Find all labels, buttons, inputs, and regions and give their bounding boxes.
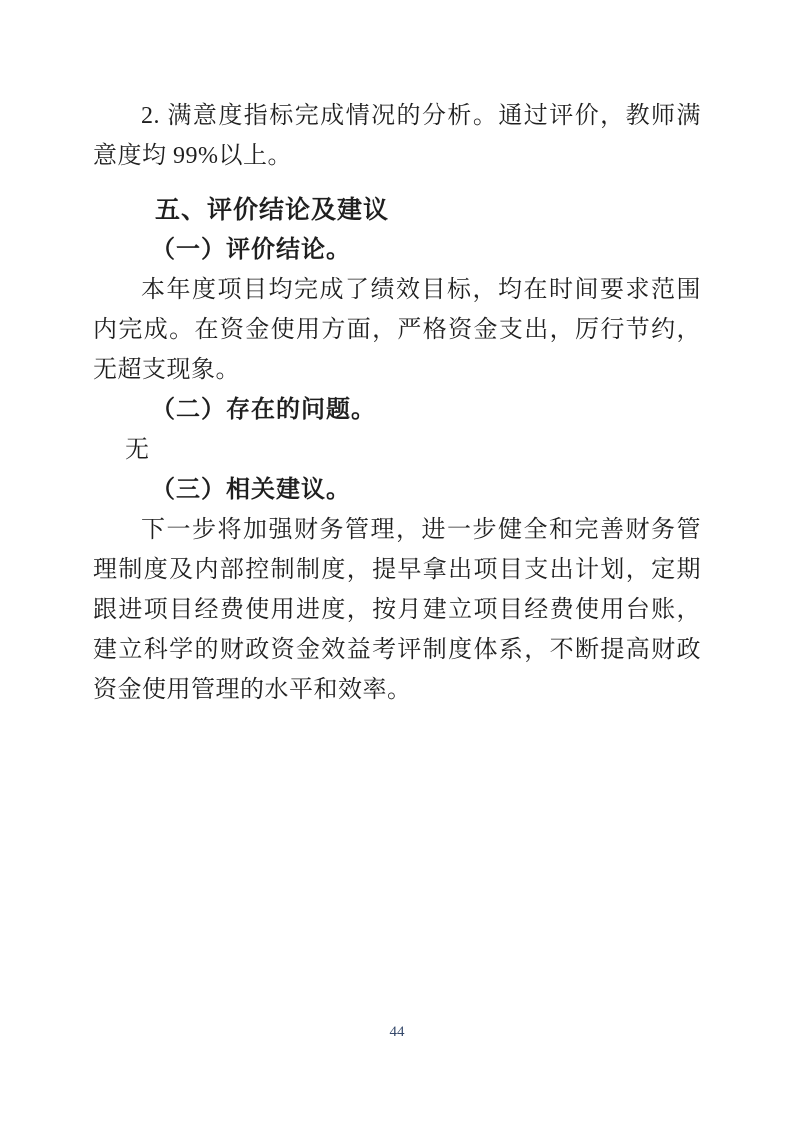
subheading-evaluation-conclusion: （一）评价结论。 [151, 237, 351, 263]
subheading-existing-problems: （二）存在的问题。 [151, 397, 376, 423]
page-number: 44 [389, 1024, 405, 1040]
paragraph-existing-problems: 无 [125, 437, 150, 463]
paragraph-related-suggestions: 下一步将加强财务管理，进一步健全和完善财务管理制度及内部控制制度，提早拿出项目支出计划，定期跟进项目经费使用进度，按月建立项目经费使用台账，建立科学的财政资金效益考评制度体系，不断提高财政资金使用管理的水平和效率。 [93, 517, 701, 703]
page-footer [0, 1022, 794, 1042]
paragraph-satisfaction-analysis: 2. 满意度指标完成情况的分析。通过评价，教师满意度均 99%以上。 [93, 103, 701, 169]
paragraph-evaluation-conclusion: 本年度项目均完成了绩效目标，均在时间要求范围内完成。在资金使用方面，严格资金支出，厉行节约，无超支现象。 [93, 277, 701, 383]
subheading-related-suggestions: （三）相关建议。 [151, 477, 351, 503]
document-body [93, 96, 701, 710]
section-heading-conclusions-and-suggestions: 五、评价结论及建议 [155, 196, 390, 224]
